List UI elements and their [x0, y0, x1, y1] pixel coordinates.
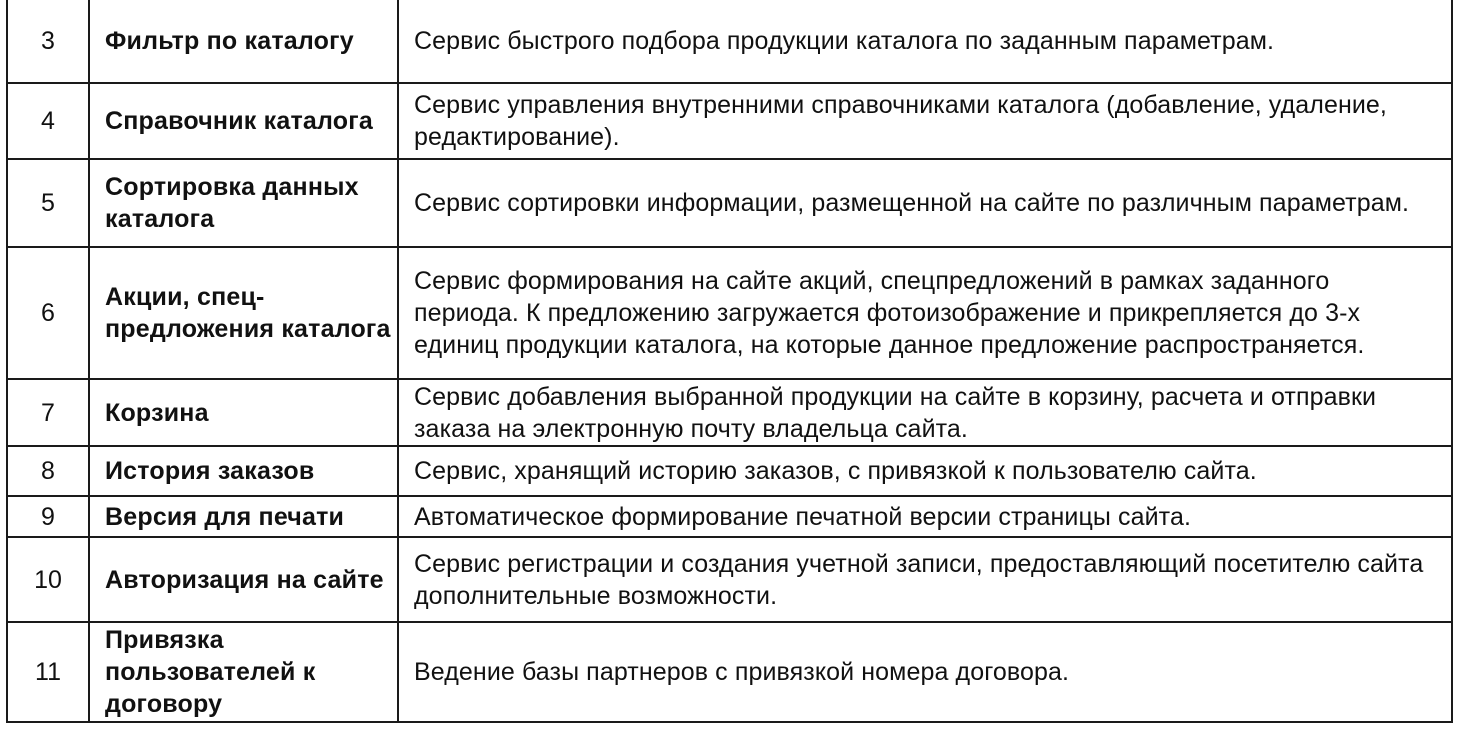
- service-description: Автоматическое формирование печатной версии страницы сайта.: [398, 496, 1452, 537]
- row-number: 5: [7, 159, 89, 247]
- table-row: [7, 159, 1452, 247]
- table-row: [7, 537, 1452, 622]
- row-number: 11: [7, 622, 89, 722]
- service-name: История заказов: [89, 446, 398, 496]
- row-number: 4: [7, 83, 89, 159]
- service-description: Сервис быстрого подбора продукции каталога по заданным параметрам.: [398, 0, 1452, 83]
- service-description: Сервис, хранящий историю заказов, с привязкой к пользователю сайта.: [398, 446, 1452, 496]
- service-name: Версия для печати: [89, 496, 398, 537]
- service-name: Корзина: [89, 379, 398, 446]
- row-number: 9: [7, 496, 89, 537]
- table-row: [7, 622, 1452, 722]
- service-description: Сервис регистрации и создания учетной записи, предоставляющий посетителю сайта дополнительные возможности.: [398, 537, 1452, 622]
- row-number: 3: [7, 0, 89, 83]
- table-row: [7, 379, 1452, 446]
- service-description: Ведение базы партнеров с привязкой номера договора.: [398, 622, 1452, 722]
- service-name: Фильтр по каталогу: [89, 0, 398, 83]
- table-row: [7, 83, 1452, 159]
- service-name: Сортировка данных каталога: [89, 159, 398, 247]
- services-table: [6, 0, 1453, 723]
- service-description: Сервис формирования на сайте акций, спецпредложений в рамках заданного периода. К предложению загружается фотоизображение и прикрепляется до 3-х единиц продукции каталога, на которые данное предложение распространяется.: [398, 247, 1452, 379]
- service-name: Авторизация на сайте: [89, 537, 398, 622]
- row-number: 7: [7, 379, 89, 446]
- row-number: 8: [7, 446, 89, 496]
- service-description: Сервис управления внутренними справочниками каталога (добавление, удаление, редактирование).: [398, 83, 1452, 159]
- table-row: [7, 446, 1452, 496]
- service-name: Привязка пользователей к договору: [89, 622, 398, 722]
- row-number: 6: [7, 247, 89, 379]
- service-name: Акции, спец-предложения каталога: [89, 247, 398, 379]
- service-description: Сервис добавления выбранной продукции на сайте в корзину, расчета и отправки заказа на электронную почту владельца сайта.: [398, 379, 1452, 446]
- table-row: [7, 247, 1452, 379]
- table-row: [7, 496, 1452, 537]
- table-row: [7, 0, 1452, 83]
- service-description: Сервис сортировки информации, размещенной на сайте по различным параметрам.: [398, 159, 1452, 247]
- service-name: Справочник каталога: [89, 83, 398, 159]
- row-number: 10: [7, 537, 89, 622]
